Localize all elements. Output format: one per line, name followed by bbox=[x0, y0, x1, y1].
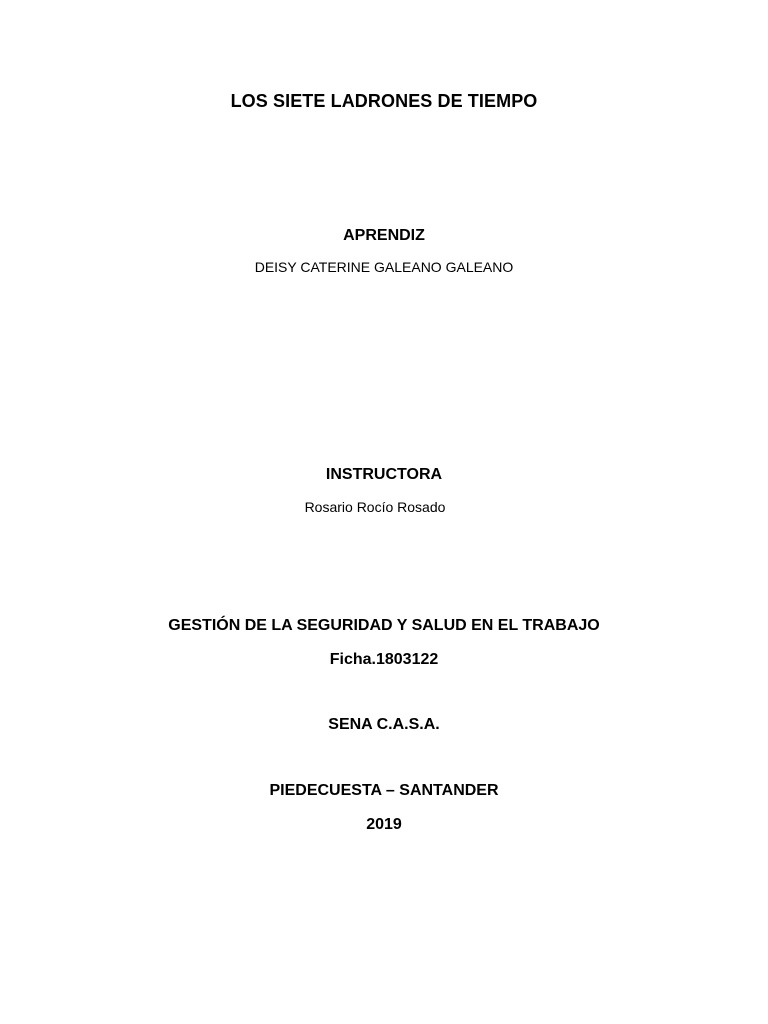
institution-name: SENA C.A.S.A. bbox=[328, 716, 440, 733]
location: PIEDECUESTA – SANTANDER bbox=[269, 782, 499, 799]
aprendiz-heading: APRENDIZ bbox=[343, 227, 425, 244]
document-title: LOS SIETE LADRONES DE TIEMPO bbox=[230, 91, 538, 111]
program-name: GESTIÓN DE LA SEGURIDAD Y SALUD EN EL TRABAJO bbox=[168, 617, 600, 634]
year: 2019 bbox=[366, 816, 402, 833]
instructora-heading: INSTRUCTORA bbox=[325, 466, 443, 483]
aprendiz-name: DEISY CATERINE GALEANO GALEANO bbox=[254, 259, 514, 275]
ficha-number: Ficha.1803122 bbox=[329, 651, 439, 668]
instructora-name: Rosario Rocío Rosado bbox=[304, 499, 446, 515]
